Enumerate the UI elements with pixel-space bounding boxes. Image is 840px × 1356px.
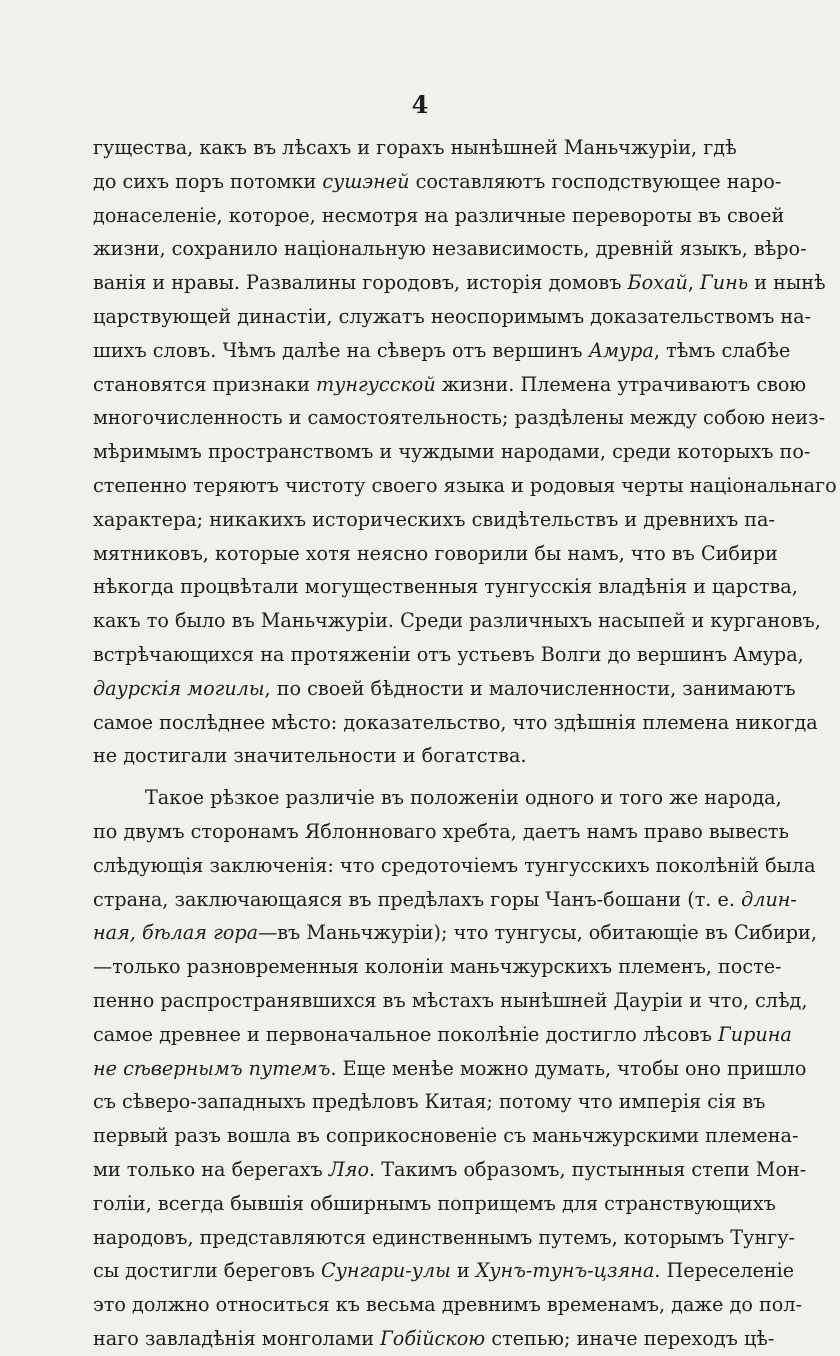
text-run: какъ то было въ Маньчжуріи. Среди различныхъ насыпей и кургановъ,	[93, 609, 821, 633]
text-line	[93, 984, 808, 1018]
italic-term: длин-	[741, 887, 797, 911]
text-run: царствующей династіи, служатъ неоспоримымъ доказательствомъ на-	[93, 304, 812, 328]
italic-term: сушэней	[322, 169, 410, 193]
text-line	[93, 672, 796, 706]
text-run: ми только на берегахъ	[93, 1157, 329, 1181]
text-run: . Еще менѣе можно думать, чтобы оно пришло	[330, 1056, 807, 1080]
text-run: не достигали значительности и богатства.	[93, 744, 527, 768]
italic-term: даурскія могилы	[93, 676, 265, 700]
text-run: характера; никакихъ историческихъ свидѣтельствъ и древнихъ па-	[93, 507, 775, 531]
italic-term: тунгусской	[316, 372, 436, 396]
text-line	[93, 503, 775, 537]
italic-term: Гирина	[718, 1022, 792, 1046]
text-line	[93, 815, 789, 849]
text-run: жизни. Племена утрачиваютъ свою	[435, 372, 807, 396]
text-run: пенно распространявшихся въ мѣстахъ нынѣшней Дауріи и что, слѣд,	[93, 988, 808, 1012]
text-run: , тѣмъ слабѣе	[653, 338, 791, 362]
text-run: по двумъ сторонамъ Яблонноваго хребта, даетъ намъ право вывесть	[93, 819, 789, 843]
text-line	[93, 435, 811, 469]
text-run: и нынѣ	[748, 271, 826, 295]
text-run: и	[450, 1259, 476, 1283]
text-run: первый разъ вошла въ соприкосновеніе съ маньчжурскими племена-	[93, 1124, 799, 1148]
text-run: самое послѣднее мѣсто: доказательство, что здѣшнія племена никогда	[93, 710, 818, 734]
text-run: —только разновременныя колоніи маньчжурскихъ племенъ, посте-	[93, 955, 782, 979]
text-run: . Такимъ образомъ, пустынныя степи Мон-	[369, 1157, 807, 1181]
text-line	[93, 739, 711, 773]
text-line	[93, 1085, 766, 1119]
text-line	[93, 849, 816, 883]
italic-term: не сѣвернымъ путемъ	[93, 1056, 331, 1080]
text-run: становятся признаки	[93, 372, 317, 396]
text-run: нѣкогда процвѣтали могущественныя тунгусскія владѣнія и царства,	[93, 575, 798, 599]
text-line	[93, 334, 791, 368]
italic-term: Бохай	[627, 271, 688, 295]
text-line	[93, 604, 821, 638]
text-run: Такое рѣзкое различіе въ положеніи одного и того же народа,	[145, 786, 782, 810]
text-run: страна, заключающаяся въ предѣлахъ горы Чанъ-бошани (т. е.	[93, 887, 742, 911]
italic-term: Гобійскою	[380, 1326, 486, 1350]
text-run: —въ Маньчжуріи); что тунгусы, обитающіе въ Сибири,	[258, 921, 817, 945]
text-run: сы достигли береговъ	[93, 1259, 322, 1283]
text-run: , по своей бѣдности и малочисленности, занимаютъ	[264, 676, 796, 700]
text-run: это должно относиться къ весьма древнимъ временамъ, даже до пол-	[93, 1293, 803, 1317]
text-line	[93, 1187, 776, 1221]
text-run: до сихъ поръ потомки	[93, 169, 323, 193]
text-run: гущества, какъ въ лѣсахъ и горахъ нынѣшней Маньчжуріи, гдѣ	[93, 136, 737, 159]
text-run: мятниковъ, которые хотя неясно говорили бы намъ, что въ Сибири	[93, 541, 778, 565]
text-run: съ сѣверо-западныхъ предѣловъ Китая; потому что имперія сія въ	[93, 1090, 766, 1114]
text-line	[93, 570, 798, 604]
text-line	[93, 401, 826, 435]
italic-term: ная, бѣлая гора	[93, 921, 259, 945]
italic-term: Ляо	[328, 1157, 370, 1181]
text-line	[93, 638, 804, 672]
text-run: донаселеніе, которое, несмотря на различные перевороты въ своей	[93, 203, 785, 227]
text-run: . Переселеніе	[654, 1259, 795, 1283]
text-line	[93, 368, 807, 402]
text-run: мѣримымъ пространствомъ и чуждыми народами, среди которыхъ по-	[93, 440, 811, 464]
text-line	[93, 1322, 775, 1356]
text-run: слѣдующія заключенія: что средоточіемъ тунгусскихъ поколѣній была	[93, 853, 816, 877]
text-line	[93, 883, 797, 917]
italic-term: Амура	[588, 338, 654, 362]
text-line	[93, 1254, 795, 1288]
text-line	[93, 165, 782, 199]
text-line	[93, 1119, 799, 1153]
text-run: голіи, всегда бывшія обширнымъ поприщемъ для странствующихъ	[93, 1191, 776, 1215]
paragraph-gap	[93, 773, 711, 781]
text-line	[93, 300, 812, 334]
text-line	[93, 199, 785, 233]
text-run: степью; иначе переходъ цѣ-	[485, 1326, 775, 1350]
text-line	[93, 537, 778, 571]
text-run: самое древнее и первоначальное поколѣніе достигло лѣсовъ	[93, 1022, 719, 1046]
text-line	[93, 1153, 807, 1187]
body-text	[93, 131, 837, 1356]
italic-term: Сунгари-улы	[321, 1259, 451, 1283]
text-line	[93, 1221, 795, 1255]
text-run: народовъ, представляются единственнымъ путемъ, которымъ Тунгу-	[93, 1225, 795, 1249]
text-run: ,	[687, 271, 701, 295]
text-run: встрѣчающихся на протяженіи отъ устьевъ Волги до вершинъ Амура,	[93, 642, 804, 666]
text-run: степенно теряютъ чистоту своего языка и родовыя черты національнаго	[93, 473, 837, 497]
paragraph	[93, 131, 837, 773]
text-line	[93, 469, 837, 503]
text-line	[93, 781, 782, 815]
text-line	[93, 131, 737, 165]
text-line	[93, 1288, 803, 1322]
text-line	[93, 1018, 792, 1052]
text-line	[93, 1052, 807, 1086]
text-run: составляютъ господствующее наро-	[409, 169, 782, 193]
page-number: 4	[411, 90, 429, 119]
italic-term: Гинь	[700, 271, 749, 295]
text-run: многочисленность и самостоятельность; раздѣлены между собою неиз-	[93, 406, 826, 430]
text-line	[93, 950, 782, 984]
text-run: жизни, сохранило національную независимость, древній языкъ, вѣро-	[93, 237, 807, 261]
text-line	[93, 266, 826, 300]
text-run: шихъ словъ. Чѣмъ далѣе на сѣверъ отъ вершинъ	[93, 338, 589, 362]
text-line	[93, 916, 817, 950]
text-line	[93, 706, 818, 740]
text-line	[93, 232, 807, 266]
italic-term: Хунъ-тунъ-цзяна	[475, 1259, 655, 1283]
text-run: ванія и нравы. Развалины городовъ, исторія домовъ	[93, 271, 628, 295]
text-run: наго завладѣнія монголами	[93, 1326, 381, 1350]
paragraph	[93, 781, 817, 1356]
